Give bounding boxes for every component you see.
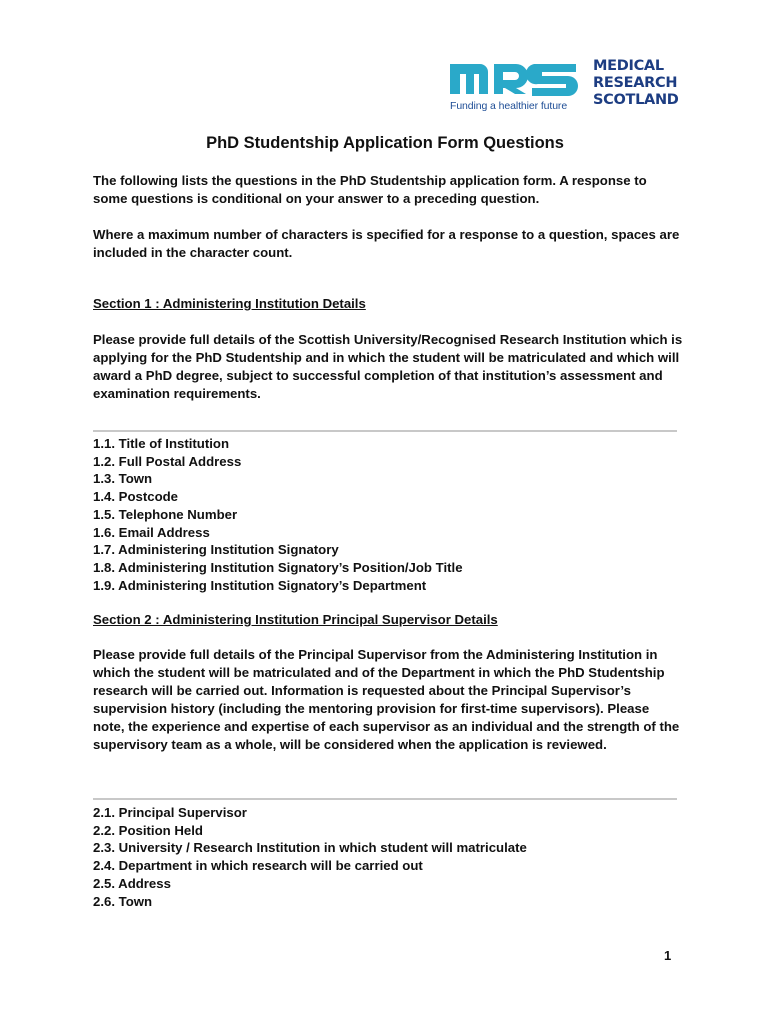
question-item: 1.1. Title of Institution — [93, 436, 230, 451]
document-title: PhD Studentship Application Form Questions — [206, 134, 564, 152]
question-item: 1.7. Administering Institution Signatory — [93, 542, 339, 558]
mrs-logo-mark — [448, 58, 580, 102]
section-1-description: Please provide full details of the Scottish University/Recognised Research Institution which is applying for the PhD Studentship and in which the student will be matriculated and which will award a PhD degree, subject to successful completion of that institution’s assessment and examination requirements. — [93, 332, 683, 401]
question-item: 1.6. Email Address — [93, 524, 210, 540]
section-2-description: Please provide full details of the Principal Supervisor from the Administering Institution in which the student will be matriculated and of the Department in which the PhD Studentship research will be carried out. Information is requested about the Principal Supervisor’s supervision history (including the mentoring provision for first-time supervisors). Please note, the experience and expertise of each supervisor as an individual and the strength of the supervisory team as a whole, will be considered when the application is reviewed. — [93, 647, 680, 752]
org-name-line-3: SCOTLAND — [593, 92, 679, 108]
question-item: 2.6. Town — [93, 893, 153, 909]
page-number: 1 — [664, 948, 672, 963]
question-item: 2.4. Department in which research will be carried out — [93, 858, 423, 874]
intro-paragraph-2: Where a maximum number of characters is specified for a response to a question, spaces are included in the character count. — [93, 227, 680, 260]
question-item: 1.9. Administering Institution Signatory’s Department — [93, 577, 427, 593]
section-1-divider — [93, 430, 677, 432]
question-item: 1.8. Administering Institution Signatory’s Position/Job Title — [93, 559, 463, 575]
intro-paragraph-1: The following lists the questions in the PhD Studentship application form. A response to some questions is conditional on your answer to a preceding question. — [93, 173, 647, 206]
mrs-logo — [448, 58, 680, 116]
question-item: 2.5. Address — [93, 875, 171, 891]
section-1-question-list — [93, 435, 463, 594]
section-1-heading: Section 1 : Administering Institution Details — [93, 296, 366, 311]
question-item: 1.4. Postcode — [93, 489, 179, 505]
section-2-question-list — [93, 804, 527, 910]
question-item: 1.2. Full Postal Address — [93, 453, 242, 469]
org-name-line-1: MEDICAL — [593, 58, 664, 74]
org-name-line-2: RESEARCH — [593, 75, 678, 91]
org-name — [593, 58, 679, 109]
section-2-divider — [93, 798, 677, 800]
question-item: 1.3. Town — [93, 471, 153, 487]
question-item: 1.5. Telephone Number — [93, 506, 238, 522]
section-2-heading: Section 2 : Administering Institution Principal Supervisor Details — [93, 612, 498, 627]
question-item: 2.1. Principal Supervisor — [93, 805, 247, 820]
question-item: 2.2. Position Held — [93, 822, 203, 838]
logo-tagline: Funding a healthier future — [450, 100, 568, 112]
question-item: 2.3. University / Research Institution in which student will matriculate — [93, 840, 527, 856]
